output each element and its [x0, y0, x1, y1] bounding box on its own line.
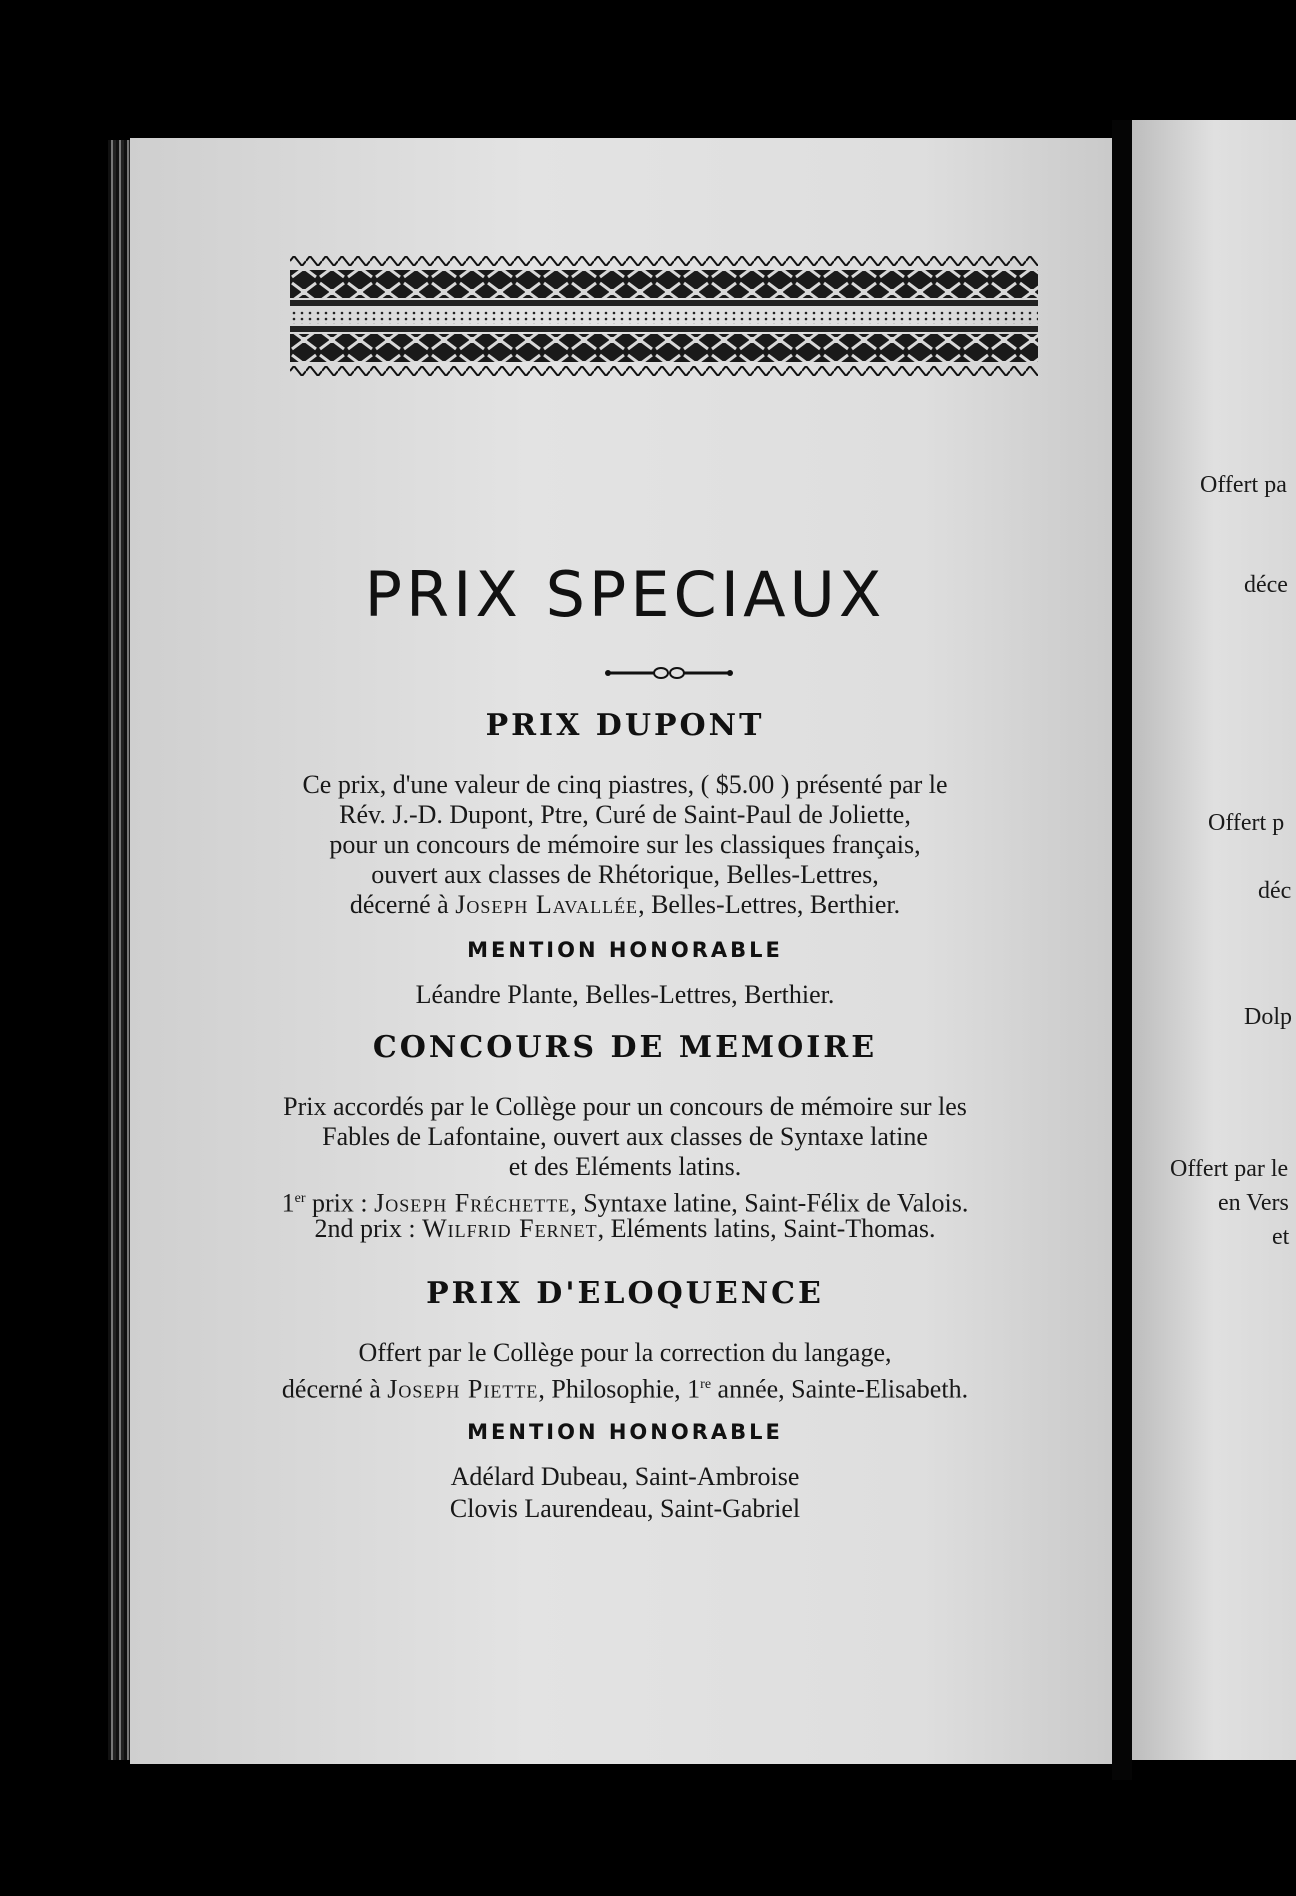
- ornamental-divider: [604, 662, 734, 684]
- section-heading-prix-dupont: PRIX DUPONT: [485, 708, 765, 743]
- prize-label: prix :: [353, 1214, 423, 1243]
- page-title: PRIX SPECIAUX: [364, 558, 886, 631]
- section-heading-concours: CONCOURS DE MEMOIRE: [372, 1030, 878, 1065]
- text-line: Rév. J.-D. Dupont, Ptre, Curé de Saint-Paul de Joliette,: [339, 800, 911, 829]
- fragment-text: et: [1272, 1224, 1290, 1250]
- prize-rest: , Eléments latins, Saint-Thomas.: [597, 1214, 936, 1243]
- text-line: ouvert aux classes de Rhétorique, Belles-Lettres,: [371, 860, 879, 889]
- mention-name: Clovis Laurendeau, Saint-Gabriel: [449, 1494, 801, 1523]
- award-prefix: décerné à: [349, 890, 456, 919]
- award-line: [130, 1370, 1120, 1405]
- prize-line: [130, 1214, 1120, 1244]
- mention-honorable-label: MENTION HONORABLE: [467, 1420, 783, 1444]
- text-line: Offert par le Collège pour la correction du langage,: [358, 1338, 892, 1367]
- mention-honorable-label: MENTION HONORABLE: [467, 938, 783, 962]
- award-sup: re: [700, 1377, 712, 1392]
- scanned-page: [130, 138, 1120, 1764]
- prize-rank-sup: er: [294, 1191, 306, 1206]
- prize-rest: , Syntaxe latine, Saint-Félix de Valois.: [570, 1188, 969, 1218]
- award-prefix: décerné à: [281, 1374, 388, 1404]
- text-line: Prix accordés par le Collège pour un concours de mémoire sur les: [283, 1092, 967, 1121]
- text-line: Ce prix, d'une valeur de cinq piastres, ( $5.00 ) présenté par le: [302, 770, 948, 799]
- text-line: pour un concours de mémoire sur les classiques français,: [329, 830, 921, 859]
- fragment-text: Offert pa: [1200, 472, 1287, 498]
- fragment-text: déc: [1258, 878, 1292, 904]
- prize-rank: 1: [281, 1188, 295, 1218]
- fragment-text: en Vers: [1218, 1190, 1289, 1216]
- text-line: Fables de Lafontaine, ouvert aux classes de Syntaxe latine: [322, 1122, 928, 1151]
- winner-name: Joseph Lavallée: [455, 890, 639, 919]
- award-line: [130, 890, 1120, 920]
- mention-name: Léandre Plante, Belles-Lettres, Berthier.: [415, 980, 835, 1009]
- award-mid: , Philosophie, 1: [538, 1374, 701, 1404]
- winner-name: Joseph Fréchette: [374, 1188, 571, 1218]
- winner-name: Wilfrid Fernet: [422, 1214, 598, 1243]
- fragment-text: Dolp: [1244, 1004, 1292, 1030]
- text-line: et des Eléments latins.: [508, 1152, 742, 1181]
- mention-name: Adélard Dubeau, Saint-Ambroise: [450, 1462, 800, 1491]
- winner-name: Joseph Piette: [387, 1374, 539, 1404]
- ornamental-border: [290, 256, 1038, 396]
- fragment-text: déce: [1244, 572, 1288, 598]
- prize-label: prix :: [305, 1188, 375, 1218]
- award-suffix: année, Sainte-Elisabeth.: [711, 1374, 969, 1404]
- section-heading-eloquence: PRIX D'ELOQUENCE: [426, 1276, 824, 1311]
- page-gutter: [1112, 120, 1132, 1780]
- prize-rank: 2nd: [314, 1214, 354, 1243]
- fragment-text: Offert par le: [1170, 1156, 1289, 1182]
- adjacent-page: [1132, 120, 1296, 1760]
- fragment-text: Offert p: [1208, 810, 1285, 836]
- award-suffix: , Belles-Lettres, Berthier.: [638, 890, 901, 919]
